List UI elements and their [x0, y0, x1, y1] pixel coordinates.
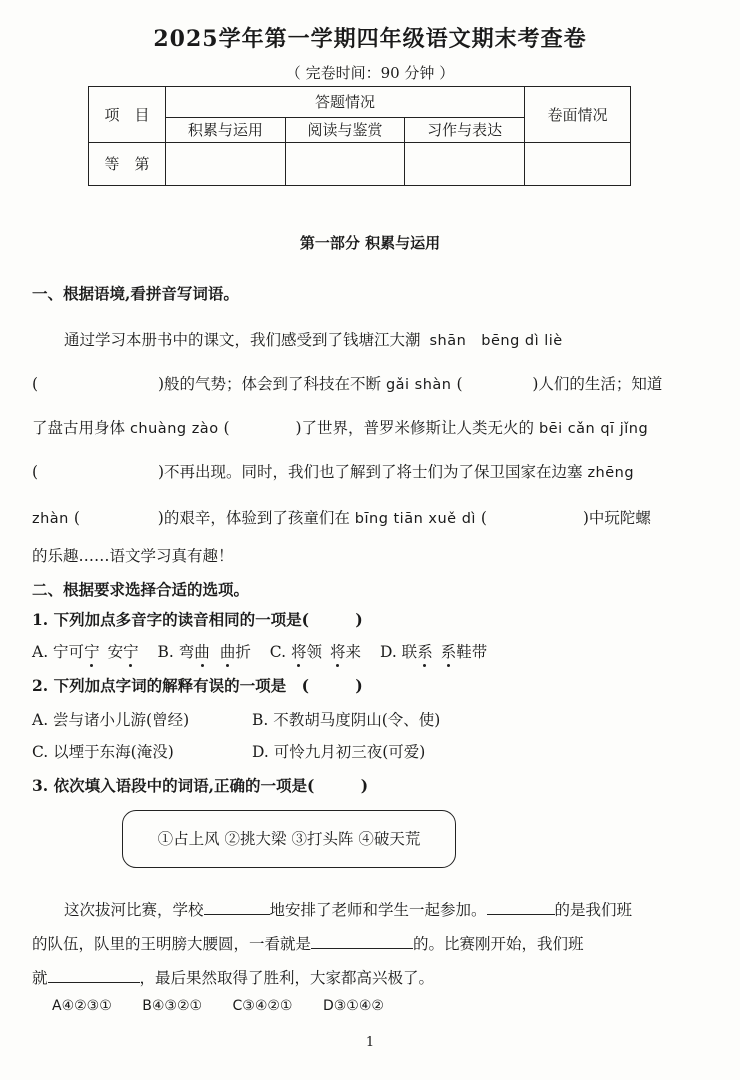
dotted-char: 曲: [194, 640, 210, 662]
pinyin-beicanqijing: bēi cǎn qī jǐng: [538, 421, 649, 437]
grade-label: 等 第: [89, 142, 166, 185]
option-text: A. 宁可: [32, 643, 85, 661]
q1-text: )中玩陀螺: [582, 509, 651, 527]
grade-cell-paper[interactable]: [525, 142, 631, 185]
answer-situation-label: 答题情况: [166, 87, 525, 118]
col-reading: 阅读与鉴赏: [285, 117, 405, 142]
option-text: 折: [235, 643, 251, 661]
passage-text: 就: [32, 969, 48, 987]
passage-text: 的。比赛刚开始，我们班: [413, 935, 584, 953]
passage-line-2: [32, 932, 584, 954]
answer-option-a[interactable]: A④②③①: [52, 998, 112, 1014]
option-text: D. 联: [379, 643, 418, 661]
passage-text: 地安排了老师和学生一起参加。: [269, 901, 487, 919]
q1-line-5: [32, 506, 651, 528]
answer-options-row: [52, 998, 384, 1014]
option-text: 安: [107, 643, 124, 661]
q1-line-4: [32, 460, 634, 482]
q2-2-option-a[interactable]: A. 尝与诸小儿游(曾经): [32, 711, 190, 729]
passage-text: 这次拔河比赛，学校: [64, 901, 204, 919]
q1-text: )般的气势；体会到了科技在不断: [157, 375, 381, 393]
paren-open: (: [223, 419, 230, 437]
q1-text: 通过学习本册书中的课文，我们感受到了钱塘江大潮: [64, 331, 421, 349]
col-accumulation: 积累与运用: [166, 117, 286, 142]
pinyin-zhan: zhàn: [32, 511, 69, 527]
option-text: 领: [306, 643, 322, 661]
dotted-char: 系: [441, 640, 457, 662]
grade-cell-reading[interactable]: [285, 142, 405, 185]
grade-cell-writing[interactable]: [405, 142, 525, 185]
grade-cell-accumulation[interactable]: [166, 142, 286, 185]
fill-blank-4[interactable]: [48, 968, 140, 983]
q2-3-heading: 3. 依次填入语段中的词语,正确的一项是( ): [32, 776, 369, 795]
exam-title: 2025学年第一学期四年级语文期末考查卷: [153, 26, 587, 52]
paren-open: (: [73, 509, 80, 527]
col-writing: 习作与表达: [405, 117, 525, 142]
q1-text: 了盘古用身体: [32, 419, 126, 437]
fill-blank-3[interactable]: [311, 934, 413, 949]
option-a[interactable]: [32, 643, 144, 661]
paren-open: (: [480, 509, 487, 527]
q1-line-1: [64, 328, 563, 350]
dotted-char: 系: [417, 640, 433, 662]
dotted-char: 将: [330, 640, 346, 662]
pinyin-bingtianxuedi: bīng tiān xuě dì: [354, 511, 476, 527]
pinyin-zheng: zhēng: [587, 465, 635, 481]
page-number: 1: [365, 1035, 375, 1050]
passage-line-3: [32, 966, 434, 988]
passage-line-1: [64, 898, 632, 920]
q2-2-option-b[interactable]: B. 不教胡马度阴山(令、使): [252, 711, 441, 729]
answer-option-d[interactable]: D③①④②: [322, 998, 384, 1014]
score-table: [88, 86, 631, 186]
q1-text: )了世界，普罗米修斯让人类无火的: [295, 419, 534, 437]
q1-text: )不再出现。同时，我们也了解到了将士们为了保卫国家在边塞: [157, 463, 583, 481]
part-title: 第一部分 积累与运用: [299, 234, 441, 252]
paren-open: (: [32, 463, 39, 481]
q1-text: )的艰辛，体验到了孩童们在: [157, 509, 350, 527]
q2-2-option-c[interactable]: C. 以堙于东海(淹没): [32, 743, 174, 761]
pinyin-shanbengdilie: shān bēng dì liè: [429, 333, 563, 349]
q1-line-3: [32, 416, 648, 438]
exam-duration: （ 完卷时间：90 分钟 ）: [285, 64, 455, 82]
paren-open: (: [456, 375, 463, 393]
q1-line-6: 的乐趣……语文学习真有趣！: [32, 547, 234, 565]
item-label: 项 目: [89, 87, 166, 143]
dotted-char: 宁: [123, 640, 139, 662]
dotted-char: 将: [291, 640, 307, 662]
q2-2-option-d[interactable]: D. 可怜九月初三夜(可爱): [252, 743, 426, 761]
q2-heading: 二、根据要求选择合适的选项。: [32, 580, 250, 599]
option-text: 来: [345, 643, 362, 661]
q2-2-heading: 2. 下列加点字词的解释有误的一项是 ( ): [32, 676, 363, 695]
q1-heading: 一、根据语境,看拼音写词语。: [32, 284, 239, 303]
fill-blank-2[interactable]: [487, 900, 555, 915]
passage-text: 的队伍，队里的王明膀大腰圆，一看就是: [32, 935, 312, 953]
q2-1-options: [32, 640, 487, 662]
option-text: C.: [269, 643, 291, 661]
dotted-char: 宁: [84, 640, 100, 662]
passage-text: 的是我们班: [554, 901, 633, 919]
answer-option-b[interactable]: B④③②①: [142, 998, 203, 1014]
option-text: B. 弯: [157, 643, 195, 661]
dotted-char: 曲: [220, 640, 236, 662]
option-d[interactable]: [380, 643, 487, 661]
answer-option-c[interactable]: C③④②①: [232, 998, 293, 1014]
fill-blank-1[interactable]: [204, 900, 270, 915]
q2-1-heading: 1. 下列加点多音字的读音相同的一项是( ): [32, 610, 363, 629]
q1-text: )人们的生活；知道: [532, 375, 663, 393]
pinyin-chuangzao: chuàng zào: [129, 421, 219, 437]
word-choice-box: ①占上风 ②挑大梁 ③打头阵 ④破天荒: [122, 810, 456, 868]
option-text: 鞋带: [456, 643, 488, 661]
pinyin-gaishan: gǎi shàn: [385, 377, 452, 393]
option-c[interactable]: [270, 643, 366, 661]
q1-line-2: [32, 372, 662, 394]
passage-text: ，最后果然取得了胜利，大家都高兴极了。: [139, 969, 435, 987]
paren-open: (: [32, 375, 39, 393]
paper-situation-label: 卷面情况: [525, 87, 631, 143]
option-b[interactable]: [158, 643, 256, 661]
